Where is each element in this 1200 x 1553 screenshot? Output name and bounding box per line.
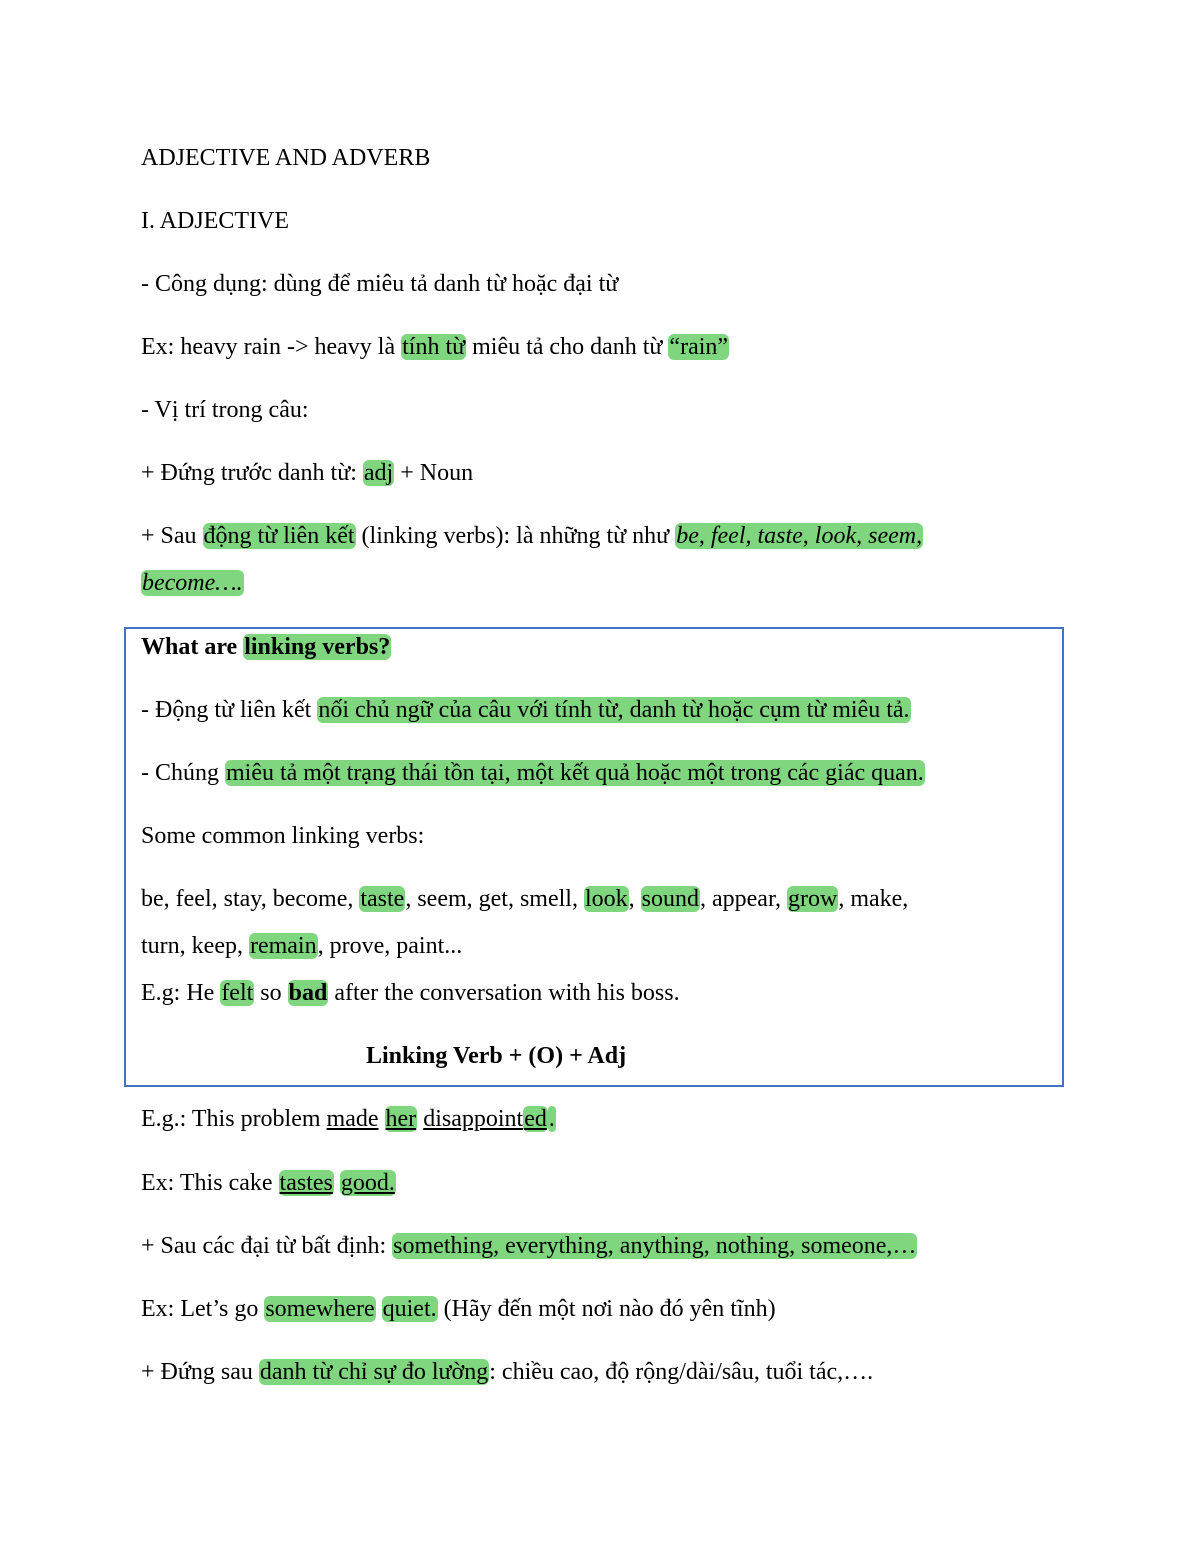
text: + Sau các đại từ bất định: [141, 1233, 393, 1259]
text: + Sau [141, 523, 203, 549]
text [376, 1296, 382, 1322]
highlight: nối chủ ngữ của câu với tính từ, danh từ hoặc cụm từ miêu tả. [318, 697, 910, 723]
highlight: tính từ [402, 334, 466, 360]
text: Ex: heavy rain -> heavy là [141, 334, 402, 360]
highlight: remain [249, 933, 317, 959]
highlight: felt [221, 980, 254, 1006]
highlight-underlined: her [385, 1106, 417, 1132]
text: after the conversation with his boss. [328, 980, 680, 1006]
highlight-underlined: good. [340, 1170, 395, 1196]
highlight: quiet. [382, 1296, 437, 1322]
text: E.g.: This problem [141, 1106, 327, 1132]
text: , appear, [699, 886, 787, 912]
example-heavy-rain [141, 332, 729, 362]
text: Ex: This cake [141, 1170, 279, 1196]
highlight: taste [360, 886, 405, 912]
rule-indefinite-pronouns [141, 1231, 917, 1261]
text: - Chúng [141, 760, 225, 786]
verbs-list-line1 [141, 884, 908, 914]
rule-after-linking-verbs [141, 521, 923, 551]
highlight: somewhere [265, 1296, 375, 1322]
text: - Động từ liên kết [141, 697, 318, 723]
text: be, feel, stay, become, [141, 886, 360, 912]
verbs-list-line2 [141, 931, 462, 961]
position-heading: - Vị trí trong câu: [141, 397, 309, 423]
highlight: . [548, 1106, 555, 1132]
text: , seem, get, smell, [405, 886, 584, 912]
example-cake [141, 1168, 396, 1198]
highlight: “rain” [669, 334, 729, 360]
rule-before-noun [141, 458, 473, 488]
highlight-underlined: tastes [279, 1170, 333, 1196]
box-example [141, 978, 680, 1008]
text: + Noun [394, 460, 474, 486]
highlight-bold: bad [288, 980, 328, 1006]
text: , [628, 886, 641, 912]
text: , prove, paint... [317, 933, 463, 959]
section-heading-adjective: I. ADJECTIVE [141, 208, 289, 234]
doc-title: ADJECTIVE AND ADVERB [141, 145, 431, 171]
highlight-italic: become…. [142, 570, 243, 596]
text: (linking verbs): là những từ như [355, 523, 676, 549]
box-definition [141, 695, 911, 725]
rule-measurement-nouns [141, 1357, 873, 1387]
text: Ex: Let’s go [141, 1296, 265, 1322]
underlined: disappoint [423, 1106, 524, 1132]
underlined: made [326, 1106, 379, 1132]
text [334, 1170, 340, 1196]
highlight: động từ liên kết [203, 523, 355, 549]
example-somewhere [141, 1294, 776, 1324]
text: , make, [838, 886, 909, 912]
example-made-her [141, 1104, 556, 1134]
highlight: danh từ chỉ sự đo lường [259, 1359, 489, 1385]
formula: Linking Verb + (O) + Adj [366, 1043, 627, 1069]
highlight-underlined: ed [524, 1106, 547, 1132]
text: miêu tả cho danh từ [466, 334, 669, 360]
rule-after-linking-verbs-cont [141, 568, 244, 598]
text: E.g: He [141, 980, 221, 1006]
text: (Hãy đến một nơi nào đó yên tĩnh) [437, 1296, 776, 1322]
box-question [141, 632, 391, 662]
common-verbs-heading: Some common linking verbs: [141, 823, 425, 849]
text: What are [141, 634, 244, 660]
usage-line: - Công dụng: dùng để miêu tả danh từ hoặc đại từ [141, 271, 619, 297]
highlight: adj [363, 460, 394, 486]
box-description [141, 758, 925, 788]
highlight-italic: be, feel, taste, look, seem, [676, 523, 923, 549]
highlight: something, everything, anything, nothing, someone,… [393, 1233, 917, 1259]
highlight: linking verbs? [244, 634, 391, 660]
highlight: miêu tả một trạng thái tồn tại, một kết quả hoặc một trong các giác quan. [226, 760, 924, 786]
text [379, 1106, 385, 1132]
text: turn, keep, [141, 933, 249, 959]
highlight: look [584, 886, 628, 912]
text: + Đứng sau [141, 1359, 259, 1385]
text: + Đứng trước danh từ: [141, 460, 363, 486]
highlight: sound [641, 886, 699, 912]
text: so [254, 980, 288, 1006]
text: : chiều cao, độ rộng/dài/sâu, tuổi tác,…. [489, 1359, 874, 1385]
highlight: grow [787, 886, 838, 912]
